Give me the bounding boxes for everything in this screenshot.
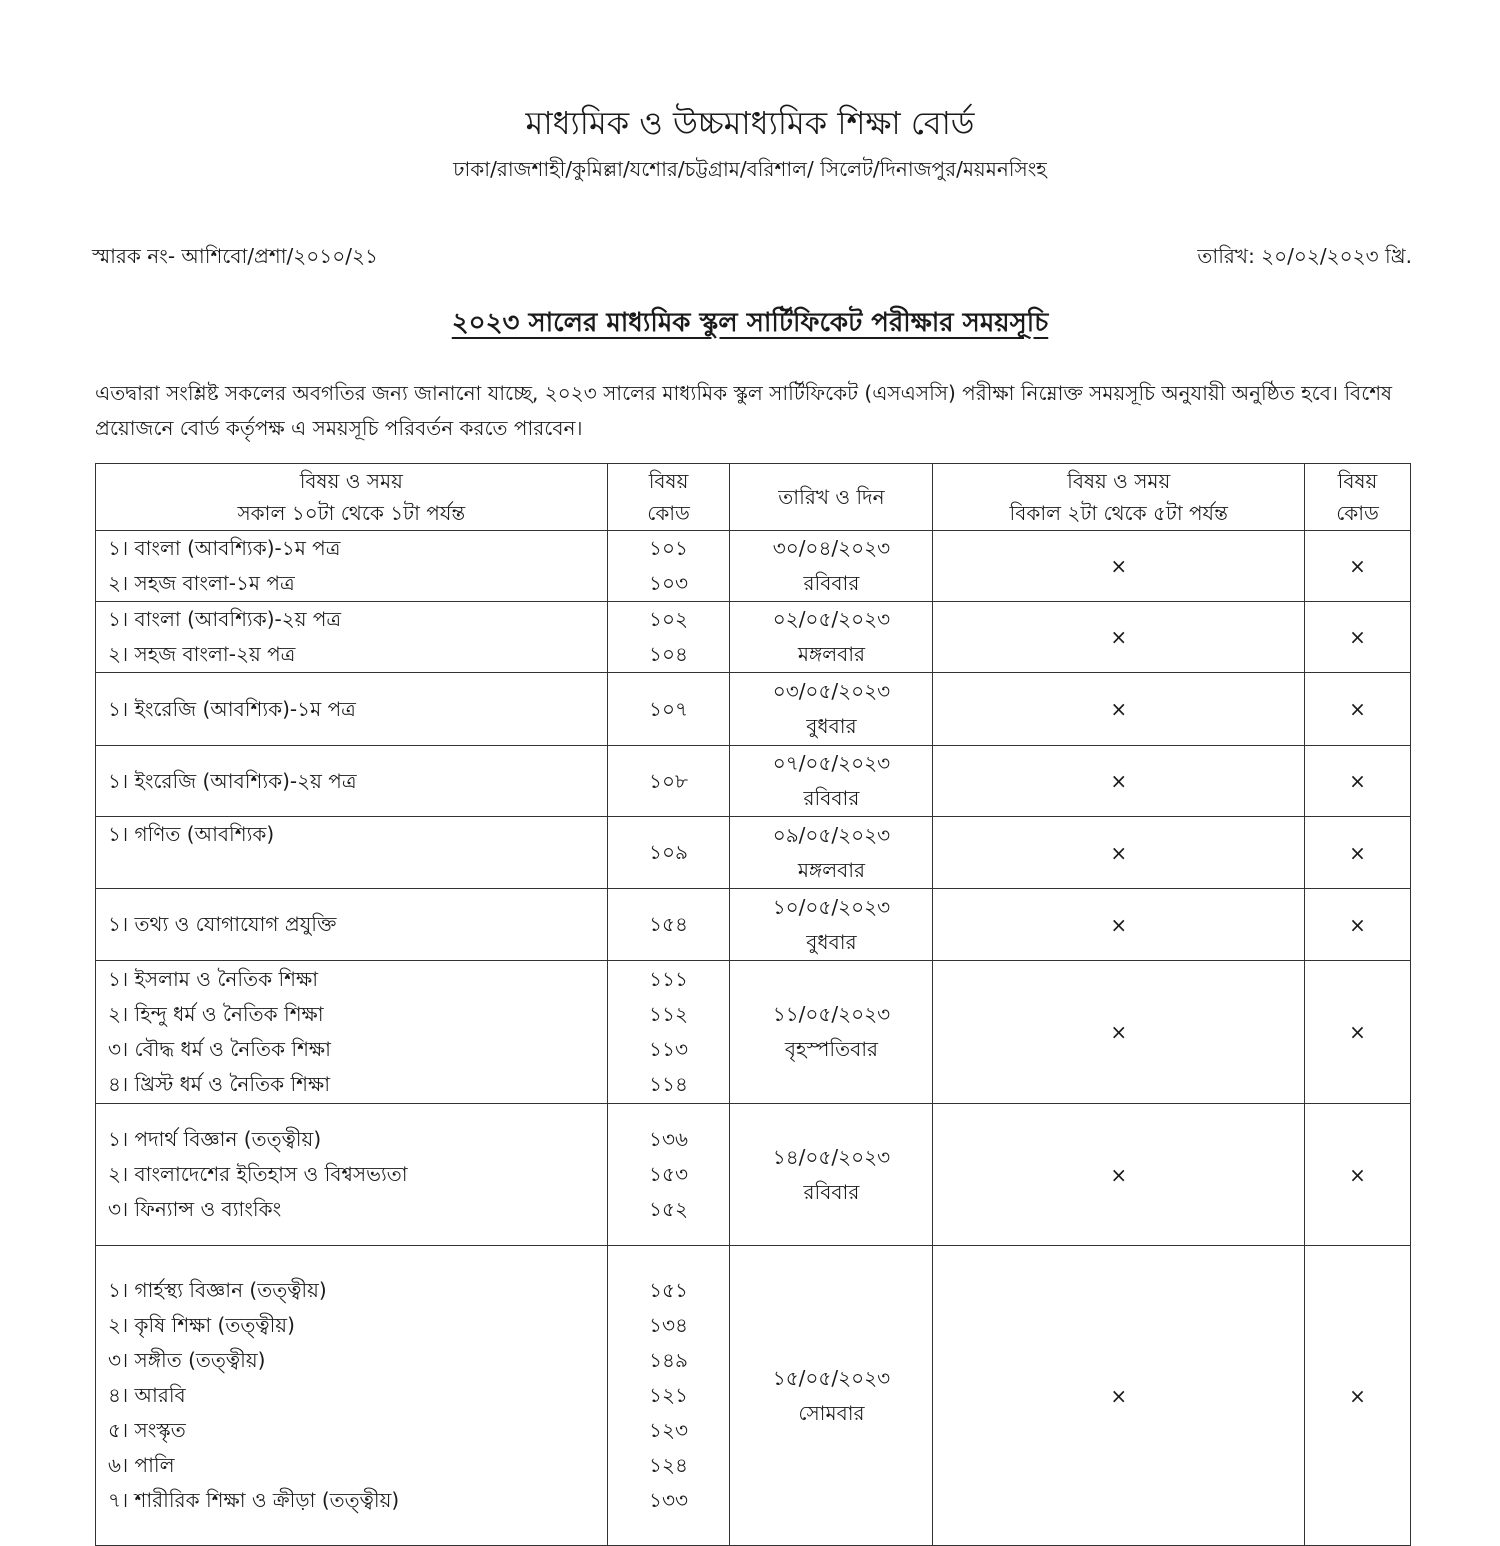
subjects-cell: [96, 1104, 608, 1246]
subject-code: ১০৪: [649, 642, 689, 666]
subject-item: ১। ইংরেজি (আবশ্যিক)-১ম পত্র: [108, 696, 356, 721]
exam-schedule-table: [95, 463, 1411, 1546]
date-cell: [730, 602, 933, 673]
subjects-cell: [96, 531, 608, 602]
afternoon-code-cell: ×: [1305, 673, 1411, 746]
afternoon-cell: ×: [933, 531, 1305, 602]
header-afternoon: [933, 464, 1305, 531]
exam-day: বৃহস্পতিবার: [784, 1037, 879, 1061]
afternoon-cell: ×: [933, 1104, 1305, 1246]
code-cell: [607, 961, 730, 1104]
table-row: [96, 531, 1411, 602]
subject-code: ১২১: [649, 1383, 689, 1407]
issue-date: তারিখ: ২০/০২/২০২৩ খ্রি.: [1197, 244, 1412, 268]
memo-number: স্মারক নং- আশিবো/প্রশা/২০১০/২১: [92, 244, 378, 268]
subject-item: ৪। আরবি: [108, 1383, 186, 1407]
header-code-1-l1: বিষয়: [648, 469, 689, 493]
intro-paragraph: এতদ্বারা সংশ্লিষ্ট সকলের অবগতির জন্য জানানো যাচ্ছে, ২০২৩ সালের মাধ্যমিক স্কুল সার্টিফিকেট (এসএসসি) পরীক্ষা নিম্নোক্ত সময়সূচি অনুযায়ী অনুষ্ঠিত হবে। বিশেষ প্রয়োজনে বোর্ড কর্তৃপক্ষ এ সময়সূচি পরিবর্তন করতে পারবেন।: [95, 381, 1393, 440]
exam-date: ৩০/০৪/২০২৩: [772, 536, 891, 560]
afternoon-code-cell: ×: [1305, 1104, 1411, 1246]
header-morning-title: বিষয় ও সময়: [299, 469, 403, 493]
date-cell: [730, 746, 933, 817]
subject-code: ১৫২: [649, 1197, 689, 1221]
subject-item: ১। বাংলা (আবশ্যিক)-২য় পত্র: [108, 607, 342, 631]
exam-day: সোমবার: [798, 1400, 865, 1425]
subject-code: ১৫৩: [649, 1162, 689, 1186]
code-cell: [607, 531, 730, 602]
header-morning-time: সকাল ১০টা থেকে ১টা পর্যন্ত: [237, 501, 466, 525]
subjects-cell: [96, 602, 608, 673]
table-row: [96, 889, 1411, 961]
date-cell: [730, 961, 933, 1104]
subject-item: ১। ইসলাম ও নৈতিক শিক্ষা: [108, 967, 319, 991]
subject-code: ১৩৬: [649, 1127, 689, 1151]
board-name: মাধ্যমিক ও উচ্চমাধ্যমিক শিক্ষা বোর্ড: [525, 104, 975, 142]
date-cell: [730, 673, 933, 746]
subject-item: ৭। শারীরিক শিক্ষা ও ক্রীড়া (তত্ত্বীয়): [108, 1488, 400, 1512]
code-cell: [607, 1246, 730, 1546]
subject-code: ১০৮: [649, 768, 689, 793]
exam-date: ১০/০৫/২০২৩: [772, 894, 891, 919]
exam-day: রবিবার: [803, 1179, 860, 1204]
exam-date: ১৫/০৫/২০২৩: [772, 1365, 891, 1390]
subject-code: ১১২: [649, 1002, 689, 1026]
subject-item: ১। তথ্য ও যোগাযোগ প্রযুক্তি: [108, 912, 337, 936]
subjects-cell: [96, 889, 608, 961]
subject-item: ১। গণিত (আবশ্যিক): [108, 822, 275, 846]
document-title-text: ২০২৩ সালের মাধ্যমিক স্কুল সার্টিফিকেট পরীক্ষার সময়সূচি: [451, 308, 1049, 338]
date-cell: [730, 817, 933, 889]
subject-item: ১। পদার্থ বিজ্ঞান (তত্ত্বীয়): [108, 1127, 322, 1151]
subject-item: ২। কৃষি শিক্ষা (তত্ত্বীয়): [108, 1313, 295, 1337]
document-title: [0, 302, 1500, 346]
exam-day: রবিবার: [803, 571, 860, 595]
table-row: [96, 1246, 1411, 1546]
subject-item: ২। সহজ বাংলা-১ম পত্র: [108, 571, 295, 595]
afternoon-cell: ×: [933, 817, 1305, 889]
code-cell: [607, 602, 730, 673]
subject-code: ১১১: [649, 967, 688, 991]
exam-day: বুধবার: [806, 714, 857, 738]
afternoon-cell: ×: [933, 961, 1305, 1104]
date-cell: [730, 531, 933, 602]
afternoon-cell: ×: [933, 1246, 1305, 1546]
header-code-2: [1305, 464, 1411, 531]
table-row: [96, 673, 1411, 746]
subjects-cell: [96, 1246, 608, 1546]
header-code-2-l1: বিষয়: [1337, 469, 1378, 493]
subject-code: ১৩৩: [649, 1488, 689, 1512]
exam-day: বুধবার: [806, 929, 857, 954]
subject-code: ১৫৪: [649, 912, 688, 936]
table-header-row: [96, 464, 1411, 531]
exam-date: ০৯/০৫/২০২৩: [772, 822, 891, 847]
subjects-cell: [96, 746, 608, 817]
header-morning: [96, 464, 608, 531]
subject-code: ১২৩: [649, 1418, 689, 1442]
header-code-1: [607, 464, 730, 531]
subject-item: ৬। পালি: [108, 1453, 175, 1477]
subject-item: ২। সহজ বাংলা-২য় পত্র: [108, 642, 296, 666]
afternoon-code-cell: ×: [1305, 817, 1411, 889]
subjects-cell: [96, 673, 608, 746]
subject-item: ৫। সংস্কৃত: [108, 1418, 186, 1442]
exam-date: ১৪/০৫/২০২৩: [772, 1144, 891, 1169]
afternoon-cell: ×: [933, 889, 1305, 961]
subject-code: ১১৪: [649, 1072, 688, 1096]
subject-item: ১। ইংরেজি (আবশ্যিক)-২য় পত্র: [108, 768, 357, 793]
date-cell: [730, 889, 933, 961]
afternoon-code-cell: ×: [1305, 961, 1411, 1104]
exam-date: ০৭/০৫/২০২৩: [772, 751, 891, 775]
subject-item: ৪। খ্রিস্ট ধর্ম ও নৈতিক শিক্ষা: [108, 1072, 331, 1096]
subject-item: ১। গার্হস্থ্য বিজ্ঞান (তত্ত্বীয়): [108, 1278, 327, 1302]
subject-code: ১০৭: [649, 696, 689, 721]
code-cell: [607, 889, 730, 961]
subject-code: ১০৯: [649, 840, 689, 864]
board-cities: ঢাকা/রাজশাহী/কুমিল্লা/যশোর/চট্টগ্রাম/বরিশাল/ সিলেট/দিনাজপুর/ময়মনসিংহ: [453, 157, 1047, 181]
afternoon-code-cell: ×: [1305, 889, 1411, 961]
table-row: [96, 746, 1411, 817]
code-cell: [607, 746, 730, 817]
table-row: [96, 817, 1411, 889]
subject-code: ১০২: [649, 607, 689, 631]
code-cell: [607, 673, 730, 746]
afternoon-code-cell: ×: [1305, 1246, 1411, 1546]
date-cell: [730, 1246, 933, 1546]
subject-item: ২। বাংলাদেশের ইতিহাস ও বিশ্বসভ্যতা: [108, 1162, 408, 1186]
table-row: [96, 602, 1411, 673]
header-code-1-l2: কোড: [647, 501, 690, 525]
subject-item: ২। হিন্দু ধর্ম ও নৈতিক শিক্ষা: [108, 1002, 324, 1026]
header-afternoon-time: বিকাল ২টা থেকে ৫টা পর্যন্ত: [1009, 501, 1228, 525]
table-row: [96, 961, 1411, 1104]
subject-code: ১০১: [649, 536, 689, 560]
afternoon-cell: ×: [933, 602, 1305, 673]
table-row: [96, 1104, 1411, 1246]
subject-item: ৩। ফিন্যান্স ও ব্যাংকিং: [108, 1197, 282, 1221]
code-cell: [607, 817, 730, 889]
subject-item: ১। বাংলা (আবশ্যিক)-১ম পত্র: [108, 536, 341, 560]
header-date: তারিখ ও দিন: [730, 464, 933, 531]
afternoon-code-cell: ×: [1305, 746, 1411, 817]
header-code-2-l2: কোড: [1336, 501, 1379, 525]
exam-date: ১১/০৫/২০২৩: [772, 1002, 891, 1026]
afternoon-code-cell: ×: [1305, 531, 1411, 602]
exam-day: মঙ্গলবার: [797, 642, 866, 666]
subject-item: ৩। বৌদ্ধ ধর্ম ও নৈতিক শিক্ষা: [108, 1037, 331, 1061]
subject-code: ১৪৯: [649, 1348, 688, 1372]
subject-code: ১১৩: [649, 1037, 689, 1061]
afternoon-code-cell: ×: [1305, 602, 1411, 673]
subjects-cell: [96, 817, 608, 889]
subject-code: ১২৪: [649, 1453, 689, 1477]
header-afternoon-title: বিষয় ও সময়: [1067, 469, 1171, 493]
code-cell: [607, 1104, 730, 1246]
subject-code: ১৩৪: [649, 1313, 689, 1337]
subject-item: ৩। সঙ্গীত (তত্ত্বীয়): [108, 1348, 266, 1372]
exam-date: ০২/০৫/২০২৩: [772, 607, 891, 631]
subjects-cell: [96, 961, 608, 1104]
exam-day: মঙ্গলবার: [797, 857, 866, 882]
afternoon-cell: ×: [933, 746, 1305, 817]
exam-day: রবিবার: [803, 786, 860, 810]
date-cell: [730, 1104, 933, 1246]
afternoon-cell: ×: [933, 673, 1305, 746]
subject-code: ১০৩: [649, 571, 689, 595]
subject-code: ১৫১: [649, 1278, 688, 1302]
exam-date: ০৩/০৫/২০২৩: [772, 679, 891, 703]
